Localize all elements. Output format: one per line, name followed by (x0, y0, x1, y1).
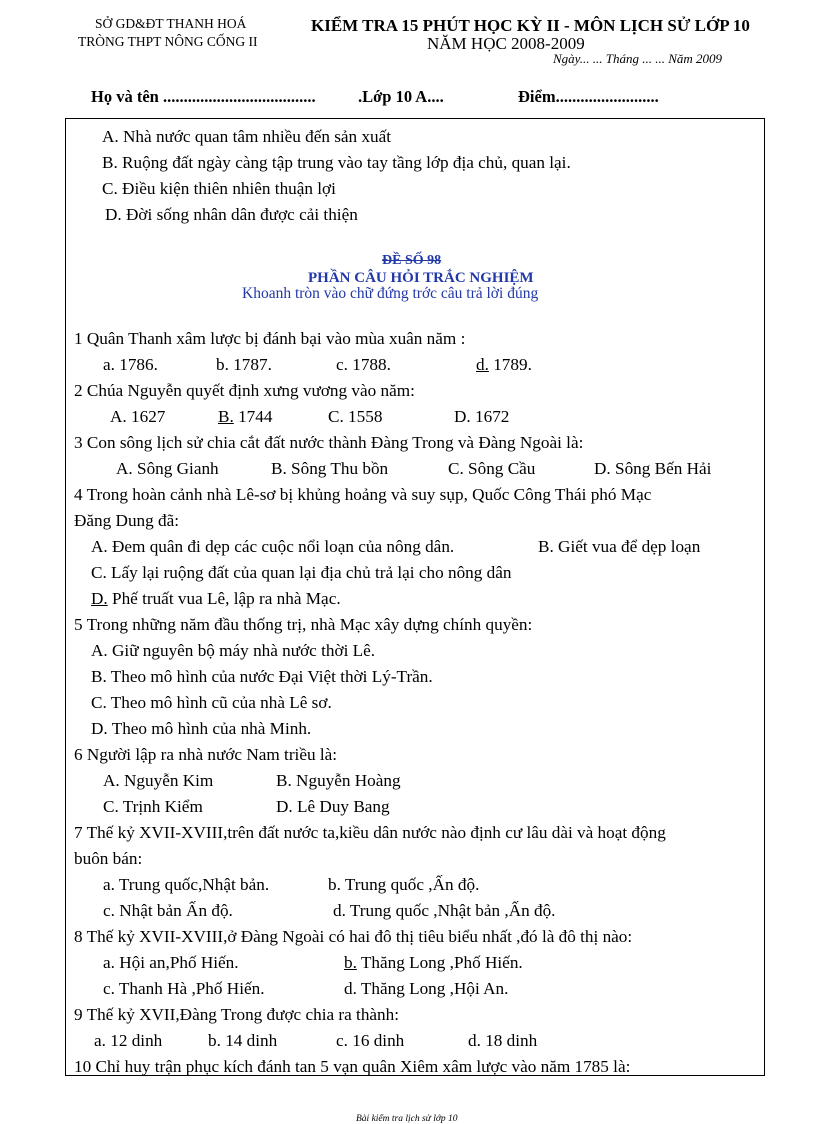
prev-option-c: C. Điều kiện thiên nhiên thuận lợi (102, 179, 336, 198)
q3-option-a: A. Sông Gianh (116, 459, 219, 478)
q8-answer-marker: b. (344, 953, 357, 972)
question-8: 8 Thế kỷ XVII-XVIII,ở Đàng Ngoài có hai đô thị tiêu biểu nhất ,đó là đô thị nào: (74, 927, 633, 946)
question-2: 2 Chúa Nguyễn quyết định xưng vương vào năm: (74, 381, 415, 400)
exam-date: Ngày... ... Tháng ... ... Năm 2009 (553, 51, 723, 66)
question-4-cont: Đăng Dung đã: (74, 511, 180, 530)
q2-option-d: D. 1672 (454, 407, 510, 426)
q6-option-b: B. Nguyễn Hoàng (276, 771, 401, 790)
q4-option-d-text: Phế truất vua Lê, lập ra nhà Mạc. (107, 589, 341, 608)
q4-option-c: C. Lấy lại ruộng đất của quan lại địa chủ trả lại cho nông dân (91, 563, 512, 582)
q6-option-c: C. Trịnh Kiểm (103, 797, 203, 816)
q9-option-b: b. 14 dinh (208, 1031, 278, 1050)
prev-option-d: D. Đời sống nhân dân được cải thiện (105, 205, 358, 224)
q2-option-b (218, 407, 272, 427)
q9-option-a: a. 12 dinh (94, 1031, 163, 1050)
question-10: 10 Chỉ huy trận phục kích đánh tan 5 vạn quân Xiêm xâm lược vào năm 1785 là: (74, 1057, 631, 1076)
student-class-field: .Lớp 10 A.... (358, 87, 444, 106)
q8-option-a: a. Hội an,Phố Hiến. (103, 953, 239, 972)
q1-option-b: b. 1787. (216, 355, 272, 374)
school-year: NĂM HỌC 2008-2009 (427, 34, 585, 53)
score-label: Điểm......................... (518, 87, 659, 106)
question-1: 1 Quân Thanh xâm lược bị đánh bại vào mùa xuân năm : (74, 329, 466, 348)
q7-option-b: b. Trung quốc ,Ấn độ. (328, 875, 480, 894)
prev-option-a: A. Nhà nước quan tâm nhiều đến sản xuất (102, 127, 392, 146)
q5-option-d: D. Theo mô hình của nhà Minh. (91, 719, 312, 738)
q1-option-c: c. 1788. (336, 355, 391, 374)
section-instruction: Khoanh tròn vào chữ đứng trớc câu trả lời đúng (242, 285, 539, 302)
q3-option-c: C. Sông Cầu (448, 459, 536, 478)
prev-option-b: B. Ruộng đất ngày càng tập trung vào tay tầng lớp địa chủ, quan lại. (102, 153, 571, 172)
q1-option-d (476, 355, 532, 375)
q5-option-c: C. Theo mô hình cũ của nhà Lê sơ. (91, 693, 332, 712)
q4-answer-marker: D. (91, 589, 108, 608)
q8-option-d: d. Thăng Long ,Hội An. (344, 979, 509, 998)
q3-option-b: B. Sông Thu bồn (271, 459, 389, 478)
question-3: 3 Con sông lịch sử chia cắt đất nước thành Đàng Trong và Đàng Ngoài là: (74, 433, 584, 452)
q7-option-a: a. Trung quốc,Nhật bản. (103, 875, 270, 894)
question-5: 5 Trong những năm đầu thống trị, nhà Mạc xây dựng chính quyền: (74, 615, 533, 634)
q3-option-d: D. Sông Bến Hải (594, 459, 712, 478)
question-7-cont: buôn bán: (74, 849, 143, 868)
q8-option-c: c. Thanh Hà ,Phố Hiến. (103, 979, 265, 998)
section-title: PHẦN CÂU HỎI TRẮC NGHIỆM (308, 270, 534, 286)
q4-option-b: B. Giết vua để dẹp loạn (538, 537, 701, 556)
q2-option-c: C. 1558 (328, 407, 383, 426)
q1-option-a: a. 1786. (103, 355, 158, 374)
q7-option-c: c. Nhật bản Ấn độ. (103, 901, 233, 920)
question-4: 4 Trong hoàn cảnh nhà Lê-sơ bị khủng hoảng và suy sụp, Quốc Công Thái phó Mạc (74, 485, 652, 504)
q5-option-b: B. Theo mô hình của nước Đại Việt thời Lý-Trần. (91, 667, 433, 686)
department-name: SỞ GD&ĐT THANH HOÁ (95, 16, 247, 31)
q1-answer-marker: d. (476, 355, 489, 374)
school-name: TRÒNG THPT NÔNG CỐNG II (78, 34, 258, 49)
score-field (518, 87, 659, 107)
question-frame (65, 118, 765, 1076)
student-name-field: Họ và tên ..................................... (91, 87, 316, 106)
exam-title: KIỂM TRA 15 PHÚT HỌC KỲ II - MÔN LỊCH SỬ LỚP 10 (311, 16, 750, 35)
q9-option-d: d. 18 dinh (468, 1031, 538, 1050)
page-footer: Bài kiểm tra lịch sử lớp 10 (356, 1114, 458, 1124)
q8-option-b-text: Thăng Long ,Phố Hiến. (356, 953, 523, 972)
q2-option-a: A. 1627 (110, 407, 166, 426)
question-7: 7 Thế kỷ XVII-XVIII,trên đất nước ta,kiều dân nước nào định cư lâu dài và hoạt động (74, 823, 666, 842)
q8-option-b (344, 953, 523, 973)
exam-code: ĐỀ SỐ 98 (382, 253, 442, 268)
q5-option-a: A. Giữ nguyên bộ máy nhà nước thời Lê. (91, 641, 376, 660)
q6-option-a: A. Nguyễn Kim (103, 771, 214, 790)
q4-option-d (91, 589, 341, 609)
q9-option-c: c. 16 dinh (336, 1031, 405, 1050)
q1-option-d-text: 1789. (488, 355, 532, 374)
q6-option-d: D. Lê Duy Bang (276, 797, 390, 816)
q2-option-b-text: 1744 (233, 407, 273, 426)
question-6: 6 Người lập ra nhà nước Nam triều là: (74, 745, 338, 764)
q7-option-d: d. Trung quốc ,Nhật bản ,Ấn độ. (333, 901, 556, 920)
q4-option-a: A. Đem quân đi dẹp các cuộc nổi loạn của nông dân. (91, 537, 455, 556)
question-9: 9 Thế kỷ XVII,Đàng Trong được chia ra thành: (74, 1005, 400, 1024)
q2-answer-marker: B. (218, 407, 234, 426)
